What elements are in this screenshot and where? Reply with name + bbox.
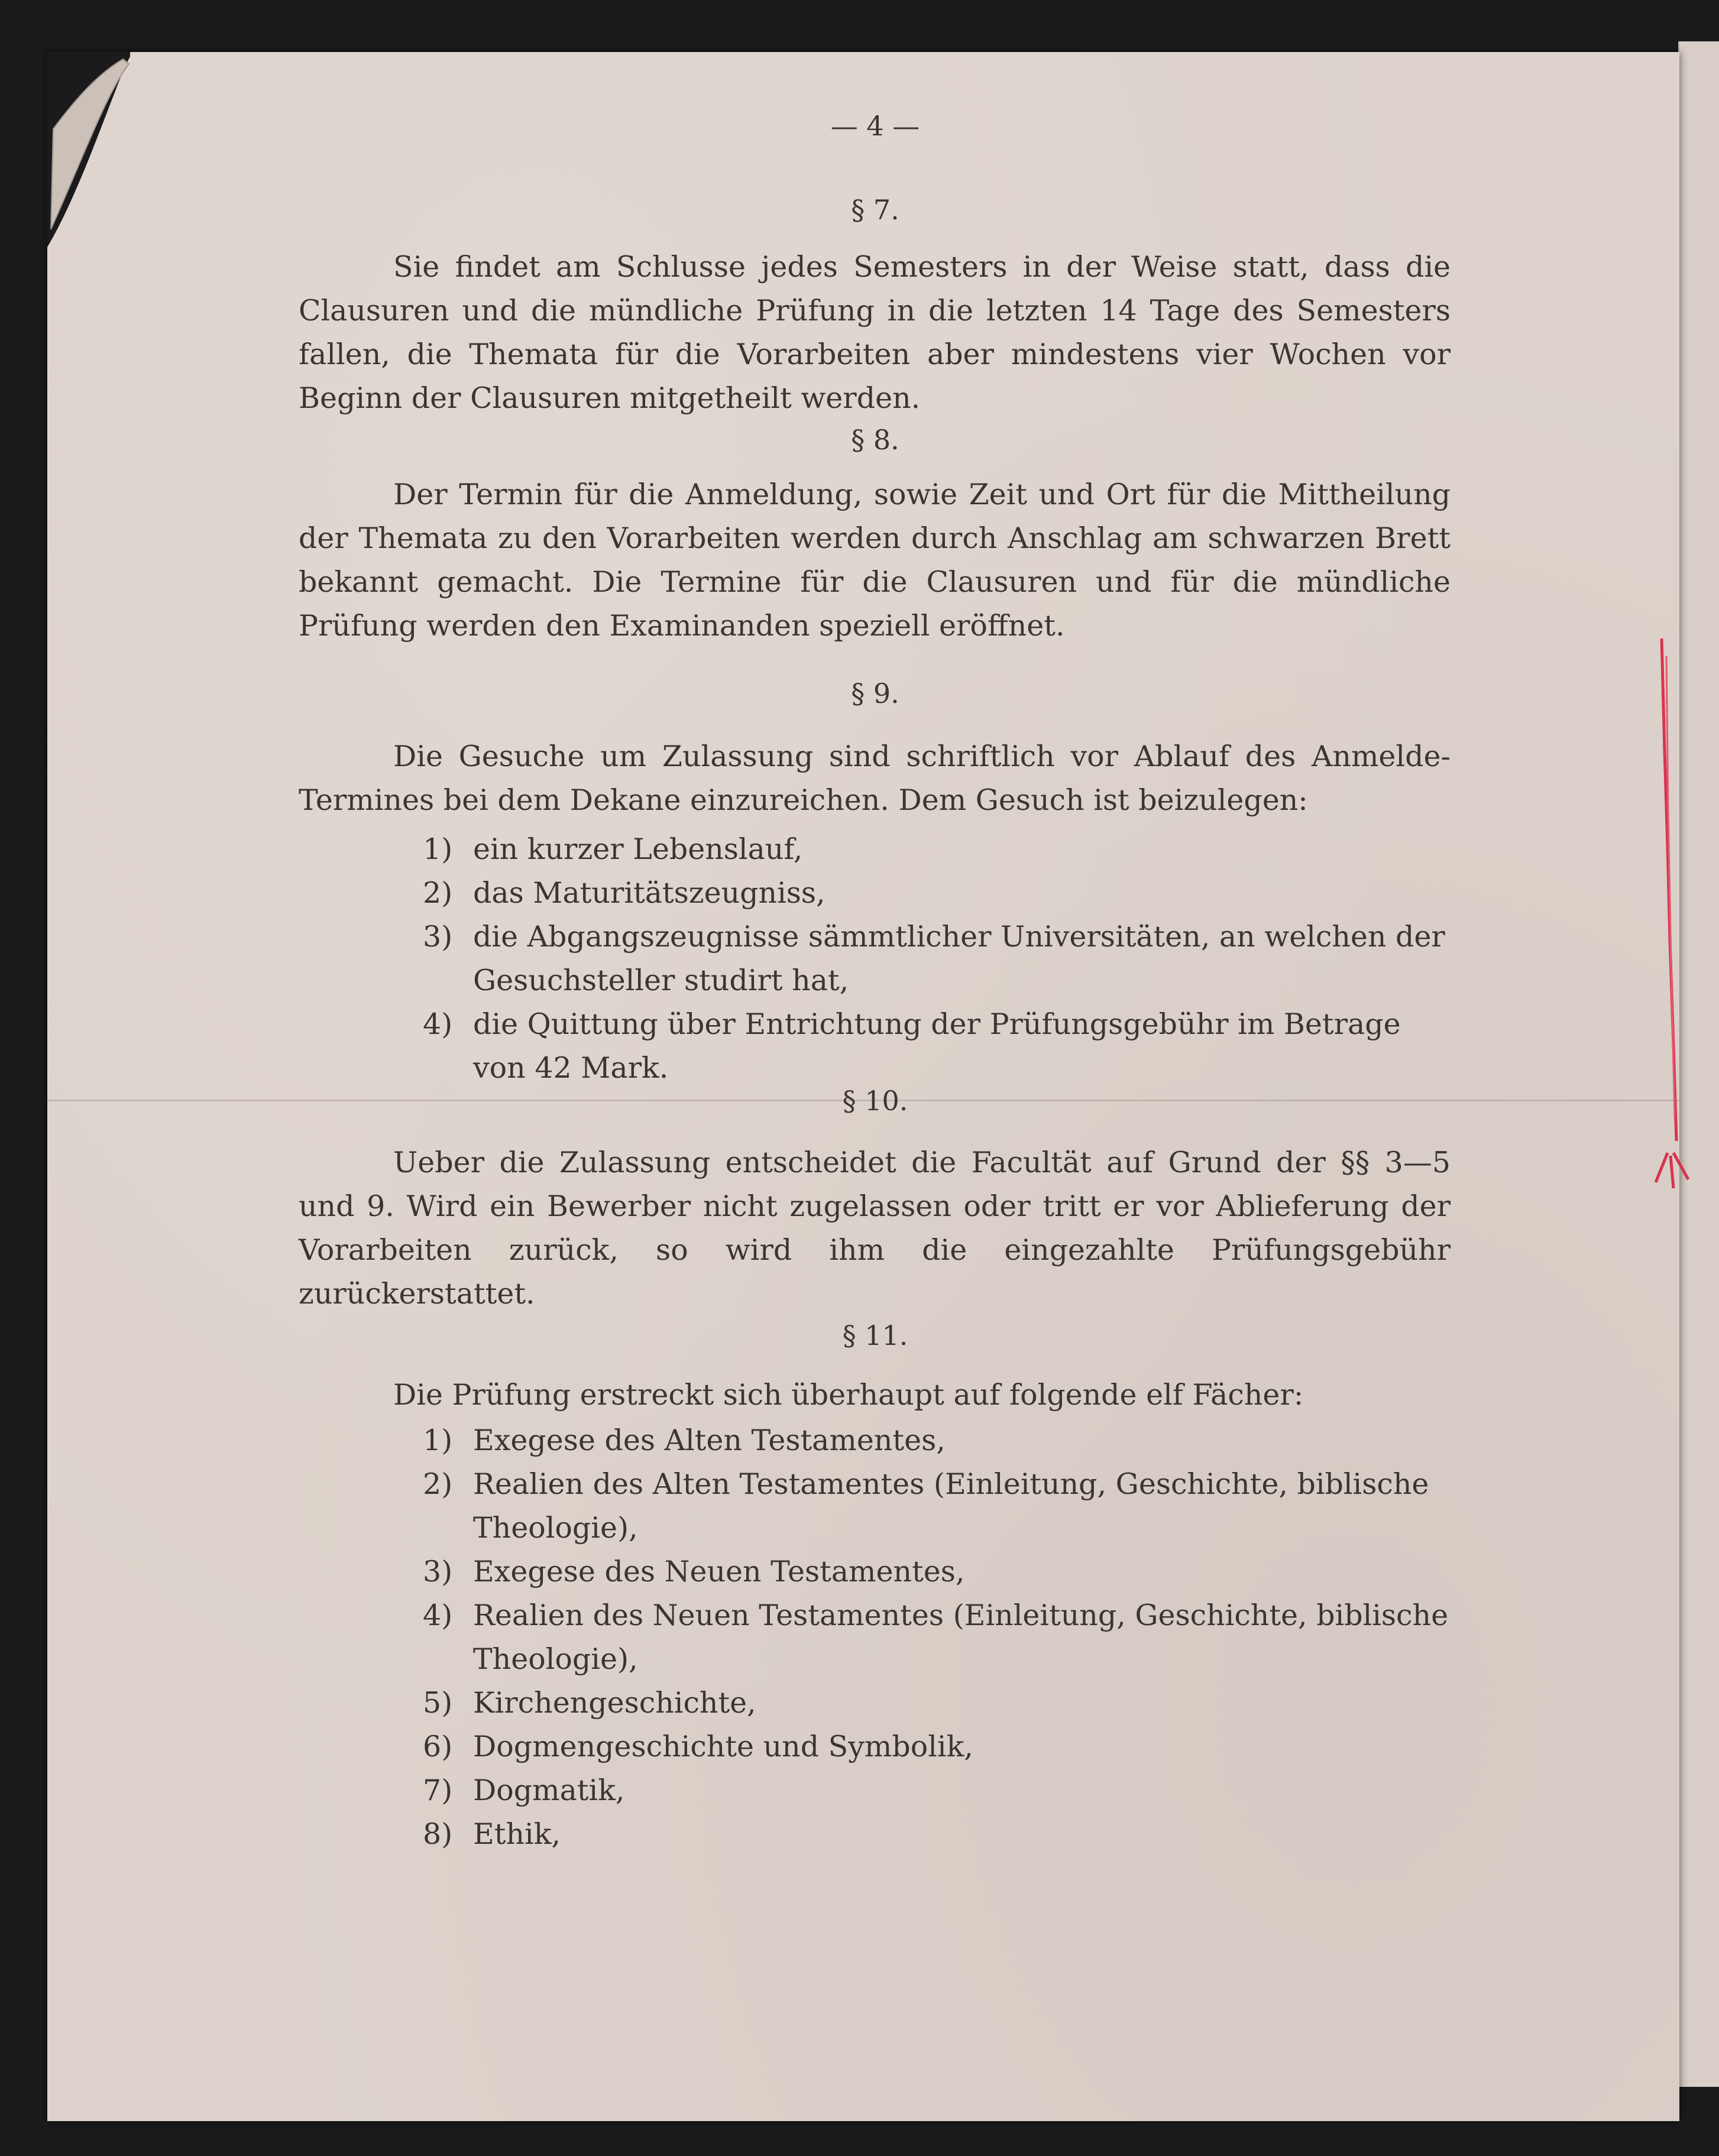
list-item xyxy=(423,1681,1455,1725)
list-item xyxy=(423,1550,1455,1594)
section-10-text: Ueber die Zulassung entscheidet die Facultät auf Grund der §§ 3—5 und 9. Wird ein Bewerber nicht zugelassen oder tritt er vor Ablieferung der Vorarbeiten zurück, so wird ihm die eingezahlte Prüfungsgebühr zurückerstattet. xyxy=(299,1146,1451,1311)
section-9-text: Die Gesuche um Zulassung sind schriftlich vor Ablauf des Anmelde-Termines bei dem Dekane einzureichen. Dem Gesuch ist beizulegen: xyxy=(299,740,1451,817)
list-item-number: 1) xyxy=(423,832,453,866)
section-7-text: Sie findet am Schlusse jedes Semesters in der Weise statt, dass die Clausuren und die mündliche Prüfung in die letzten 14 Tage des Semesters fallen, die Themata für die Vorarbeiten aber mindestens vier Wochen vor Beginn der Clausuren mitgetheilt werden. xyxy=(299,250,1451,415)
list-item-text: Exegese des Neuen Testamentes, xyxy=(473,1555,965,1588)
list-item-number: 7) xyxy=(423,1774,453,1807)
list-item-text: Exegese des Alten Testamentes, xyxy=(473,1424,946,1457)
list-item-text: Kirchengeschichte, xyxy=(473,1686,756,1720)
list-item-number: 5) xyxy=(423,1686,453,1720)
list-item-text: Realien des Alten Testamentes (Einleitung, Geschichte, biblische Theologie), xyxy=(473,1467,1429,1545)
list-item-text: die Abgangszeugnisse sämmtlicher Universitäten, an welchen der Gesuchsteller studirt hat, xyxy=(473,920,1445,997)
section-8-text: Der Termin für die Anmeldung, sowie Zeit und Ort für die Mittheilung der Themata zu den Vorarbeiten werden durch Anschlag am schwarzen Brett bekannt gemacht. Die Termine für die Clausuren und für die mündliche Prüfung werden den Examinanden speziell eröffnet. xyxy=(299,478,1451,643)
section-heading-9: § 9. xyxy=(851,677,899,709)
list-item xyxy=(423,1463,1455,1550)
list-item-text: das Maturitätszeugniss, xyxy=(473,876,825,910)
section-9-list xyxy=(423,828,1455,1090)
list-item-text: Dogmatik, xyxy=(473,1774,625,1807)
list-item-number: 4) xyxy=(423,1599,453,1632)
section-heading-8: § 8. xyxy=(851,424,899,456)
torn-corner xyxy=(47,52,130,247)
list-item-number: 2) xyxy=(423,1467,453,1501)
list-item-number: 6) xyxy=(423,1730,453,1763)
list-item-text: Dogmengeschichte und Symbolik, xyxy=(473,1730,973,1763)
list-item xyxy=(423,1003,1455,1090)
section-11-list xyxy=(423,1419,1455,1856)
list-item-number: 3) xyxy=(423,920,453,954)
list-item xyxy=(423,1725,1455,1769)
list-item-number: 2) xyxy=(423,876,453,910)
section-heading-11: § 11. xyxy=(842,1319,908,1351)
list-item-number: 1) xyxy=(423,1424,453,1457)
list-item-text: Ethik, xyxy=(473,1817,561,1851)
list-item xyxy=(423,871,1455,915)
list-item-number: 8) xyxy=(423,1817,453,1851)
list-item xyxy=(423,828,1455,871)
list-item xyxy=(423,1769,1455,1813)
list-item xyxy=(423,1419,1455,1463)
list-item-number: 4) xyxy=(423,1007,453,1041)
list-item xyxy=(423,1594,1455,1681)
list-item xyxy=(423,915,1455,1003)
red-binding-marks xyxy=(1632,633,1703,1212)
section-heading-10: § 10. xyxy=(842,1085,908,1117)
section-11-text: Die Prüfung erstreckt sich überhaupt auf folgende elf Fächer: xyxy=(393,1378,1304,1412)
list-item-text: ein kurzer Lebenslauf, xyxy=(473,832,803,866)
list-item-text: Realien des Neuen Testamentes (Einleitung, Geschichte, biblische Theologie), xyxy=(473,1599,1449,1676)
list-item xyxy=(423,1813,1455,1856)
list-item-text: die Quittung über Entrichtung der Prüfungsgebühr im Betrage von 42 Mark. xyxy=(473,1007,1401,1085)
section-heading-7: § 7. xyxy=(851,194,899,226)
page-number: — 4 — xyxy=(830,110,920,142)
list-item-number: 3) xyxy=(423,1555,453,1588)
